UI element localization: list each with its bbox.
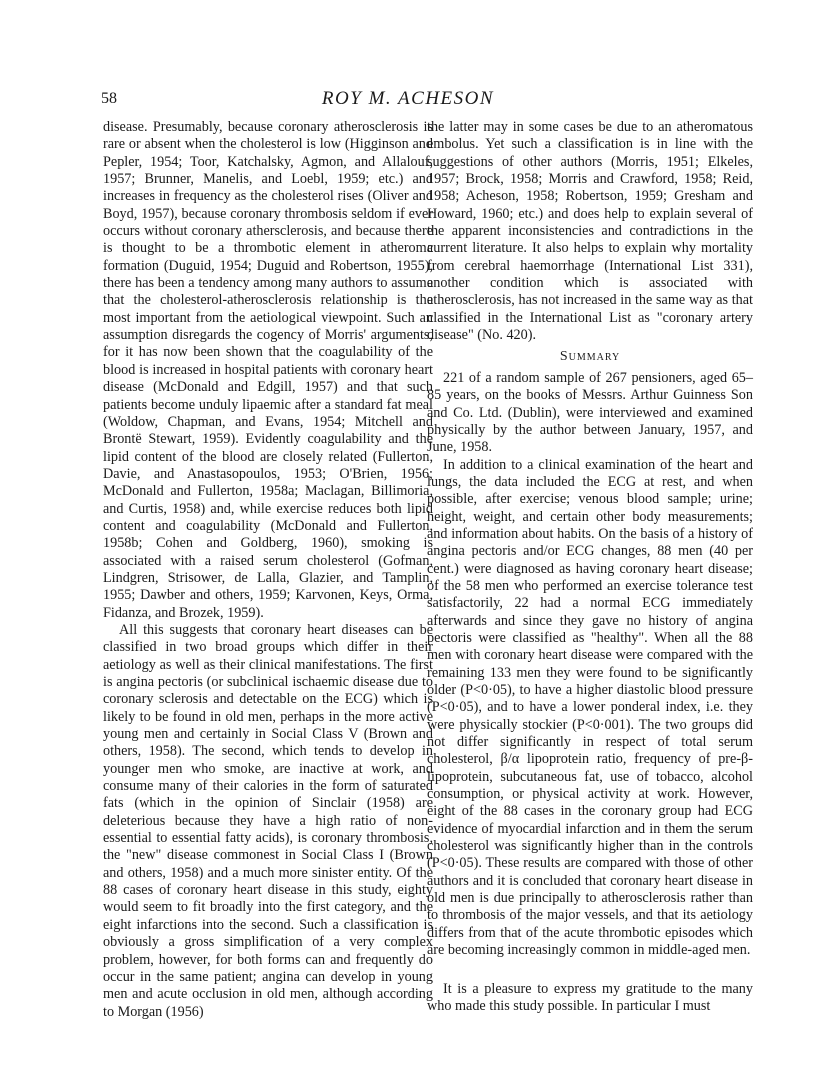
left-column (103, 119, 433, 1021)
summary-paragraph-1: 221 of a random sample of 267 pensioners, aged 65–85 years, on the books of Messrs. Arthur Guinness Son and Co. Ltd. (Dublin), were interviewed and examined physically by the author between January, 1957, and June, 1958. (427, 369, 753, 456)
summary-heading: Summary (559, 349, 621, 365)
acknowledgement-paragraph: It is a pleasure to express my gratitude to the many who made this study possible. In particular I must (427, 980, 753, 1014)
running-head: ROY M. ACHESON (321, 88, 495, 109)
right-column (427, 119, 753, 1015)
left-paragraph-1: disease. Presumably, because coronary atherosclerosis is rare or absent when the cholesterol is low (Higginson and Pepler, 1954; Toor, Katchalsky, Agmon, and Allalouf, 1957; Brunner, Manelis, and Loebl, 1959; etc.) and increases in frequency as the cholesterol rises (Oliver and Boyd, 1957), because coronary thrombosis seldom if ever occurs without coronary athersclerosis, and because there is thought to be a thrombotic element in atheroma formation (Duguid, 1954; Duguid and Robertson, 1955), there has been a tendency among many authors to assume that the cholesterol-atherosclerosis relationship is the most important from the aetiological viewpoint. Such an assumption disregards the cogency of Morris' arguments, for it has now been shown that the coagulability of the blood is increased in hospital patients with coronary heart disease (McDonald and Edgill, 1957) and that such patients become unduly lipaemic after a standard fat meal (Woldow, Chapman, and Evans, 1954; Mitchell and Brontë Stewart, 1959). Evidently coagulability and the lipid content of the blood are closely related (Fullerton, Davie, and Anastasopoulos, 1953; O'Brien, 1956; McDonald and Fullerton, 1958a; Maclagan, Billimoria, and Curtis, 1958) and, while exercise reduces both lipid content and coagulability (McDonald and Fullerton, 1958b; Cohen and Goldberg, 1960), smoking is associated with a raised serum cholesterol (Gofman, Lindgren, Strisower, de Lalla, Glazier, and Tamplin, 1955; Dawber and others, 1959; Karvonen, Keys, Orma, Fidanza, and Brozek, 1959). (103, 119, 433, 621)
right-paragraph-1: the latter may in some cases be due to an atheromatous embolus. Yet such a classification is in line with the suggestions of other authors (Morris, 1951; Elkeles, 1957; Brock, 1958; Morris and Crawford, 1958; Reid, 1958; Acheson, 1958; Robertson, 1959; Gresham and Howard, 1960; etc.) and does help to explain several of the apparent inconsistencies and contradictions in the current literature. It also helps to explain why mortality from cerebral haemorrhage (International List 331), another condition which is associated with atherosclerosis, has not increased in the same way as that classified in the International List as "coronary artery disease" (No. 420). (427, 119, 753, 344)
page-number: 58 (101, 90, 117, 107)
left-paragraph-2: All this suggests that coronary heart diseases can be classified in two broad groups which differ in their aetiology as well as their clinical manifestations. The first is angina pectoris (or subclinical ischaemic disease due to coronary sclerosis and detectable on the ECG) which is likely to be found in old men, perhaps in the more active young men and certainly in Social Class V (Brown and others, 1958). The second, which tends to develop in younger men who smoke, are inactive at work, and consume many of their calories in the form of saturated fats (which in the opinion of Sinclair (1958) are deleterious because they have a high ratio of non-essential to essential fatty acids), is coronary thrombosis, the "new" disease commonest in Social Class I (Brown and others, 1958) and a much more sinister entity. Of the 88 cases of coronary heart disease in this study, eighty would seem to fit broadly into the first category, and the eight infarctions into the second. Such a classification is obviously a gross simplification of a very complex problem, however, for both forms can and frequently do occur in the same patient; angina can develop in young men and acute occlusion in old men, although according to Morgan (1956) (103, 621, 433, 1020)
acknowledgement-gap (427, 960, 753, 981)
summary-paragraph-2: In addition to a clinical examination of the heart and lungs, the data included the ECG at rest, and when possible, after exercise; venous blood sample; urine; height, weight, and certain other body measurements; and information about habits. On the basis of a history of angina pectoris and/or ECG changes, 88 men (40 per cent.) were diagnosed as having coronary heart disease; of the 58 men who performed an exercise tolerance test satisfactorily, 22 had a normal ECG immediately afterwards and since they gave no history of angina pectoris were classified as "healthy". When all the 88 men with coronary heart disease were compared with the remaining 133 men they were found to be significantly older (P<0·05), to have a higher diastolic blood pressure (P<0·05), and to have a lower ponderal index, i.e. they were physically stockier (P<0·001). The two groups did not differ significantly in respect of total serum cholesterol, β/α lipoprotein ratio, frequency of pre-β-lipoprotein, subcutaneous fat, use of tobacco, alcohol consumption, or physical activity at work. However, eight of the 88 cases in the coronary group had ECG evidence of myocardial infarction and in them the serum cholesterol was significantly higher than in the controls (P<0·05). These results are compared with those of other authors and it is concluded that coronary heart disease in old men is due principally to atherosclerosis rather than to thrombosis of the major vessels, and that its aetiology differs from that of the acute thrombotic episodes which are becoming increasingly common in middle-aged men. (427, 456, 753, 959)
